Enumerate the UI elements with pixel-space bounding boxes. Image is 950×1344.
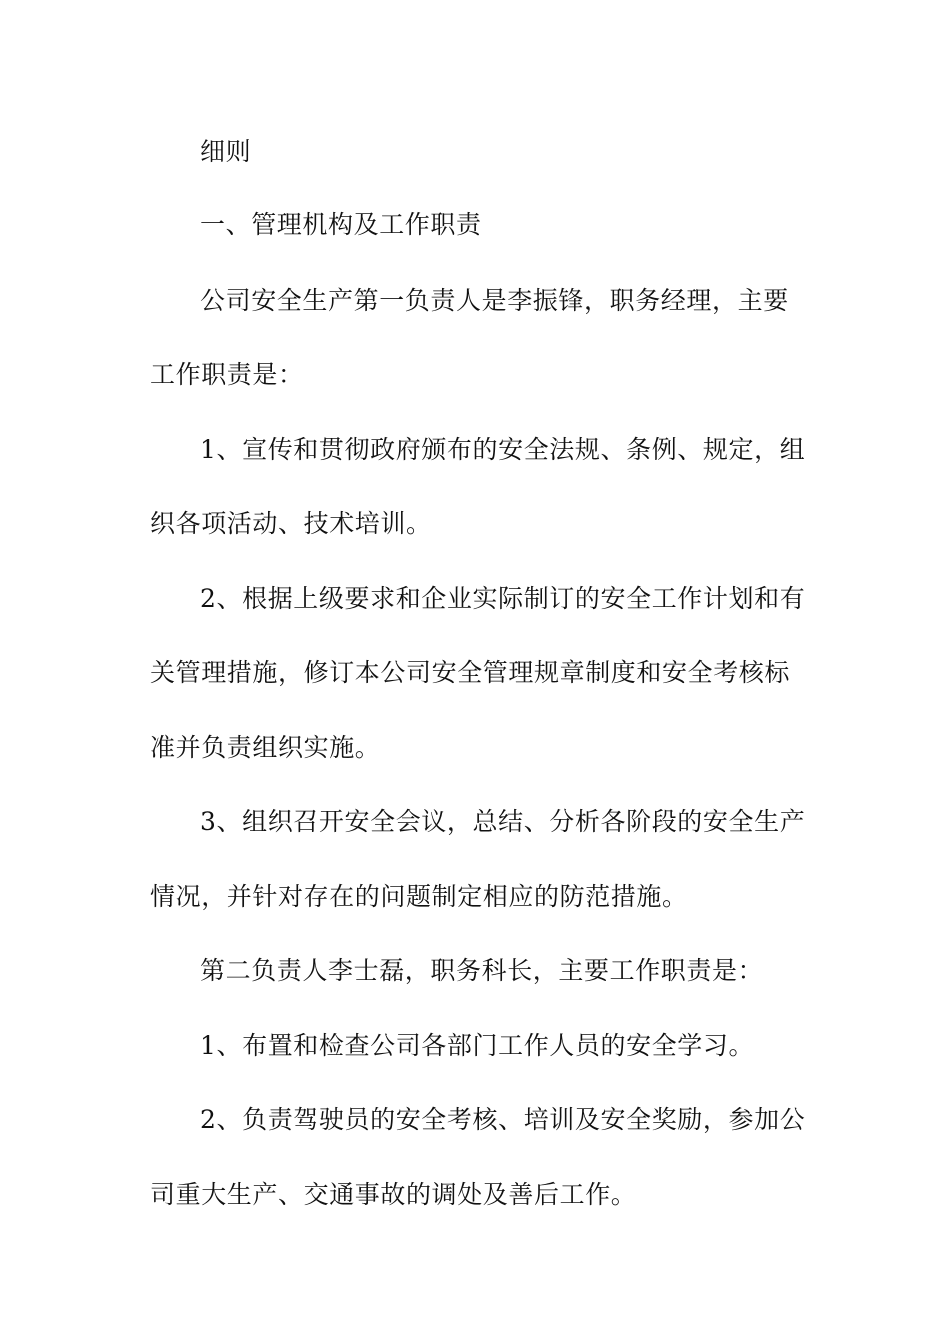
paragraph-line: 准并负责组织实施。 [150,733,381,762]
paragraph-line: 1、宣传和贯彻政府颁布的安全法规、条例、规定，组 [200,435,806,464]
paragraph-line: 2、根据上级要求和企业实际制订的安全工作计划和有 [200,584,806,613]
section-heading-organization: 一、管理机构及工作职责 [200,210,482,239]
paragraph-line: 工作职责是： [150,360,304,389]
section-heading-rules: 细则 [200,137,252,166]
paragraph-line: 织各项活动、技术培训。 [150,509,432,538]
paragraph-line: 2、负责驾驶员的安全考核、培训及安全奖励，参加公 [200,1105,806,1134]
paragraph-line: 第二负责人李士磊，职务科长，主要工作职责是： [200,956,764,985]
paragraph-line: 司重大生产、交通事故的调处及善后工作。 [150,1180,637,1209]
paragraph-line: 情况，并针对存在的问题制定相应的防范措施。 [150,882,688,911]
paragraph-line: 公司安全生产第一负责人是李振锋，职务经理，主要 [200,286,789,315]
paragraph-line: 3、组织召开安全会议，总结、分析各阶段的安全生产 [200,807,806,836]
paragraph-line: 关管理措施，修订本公司安全管理规章制度和安全考核标 [150,658,791,687]
paragraph-line: 1、布置和检查公司各部门工作人员的安全学习。 [200,1031,755,1060]
